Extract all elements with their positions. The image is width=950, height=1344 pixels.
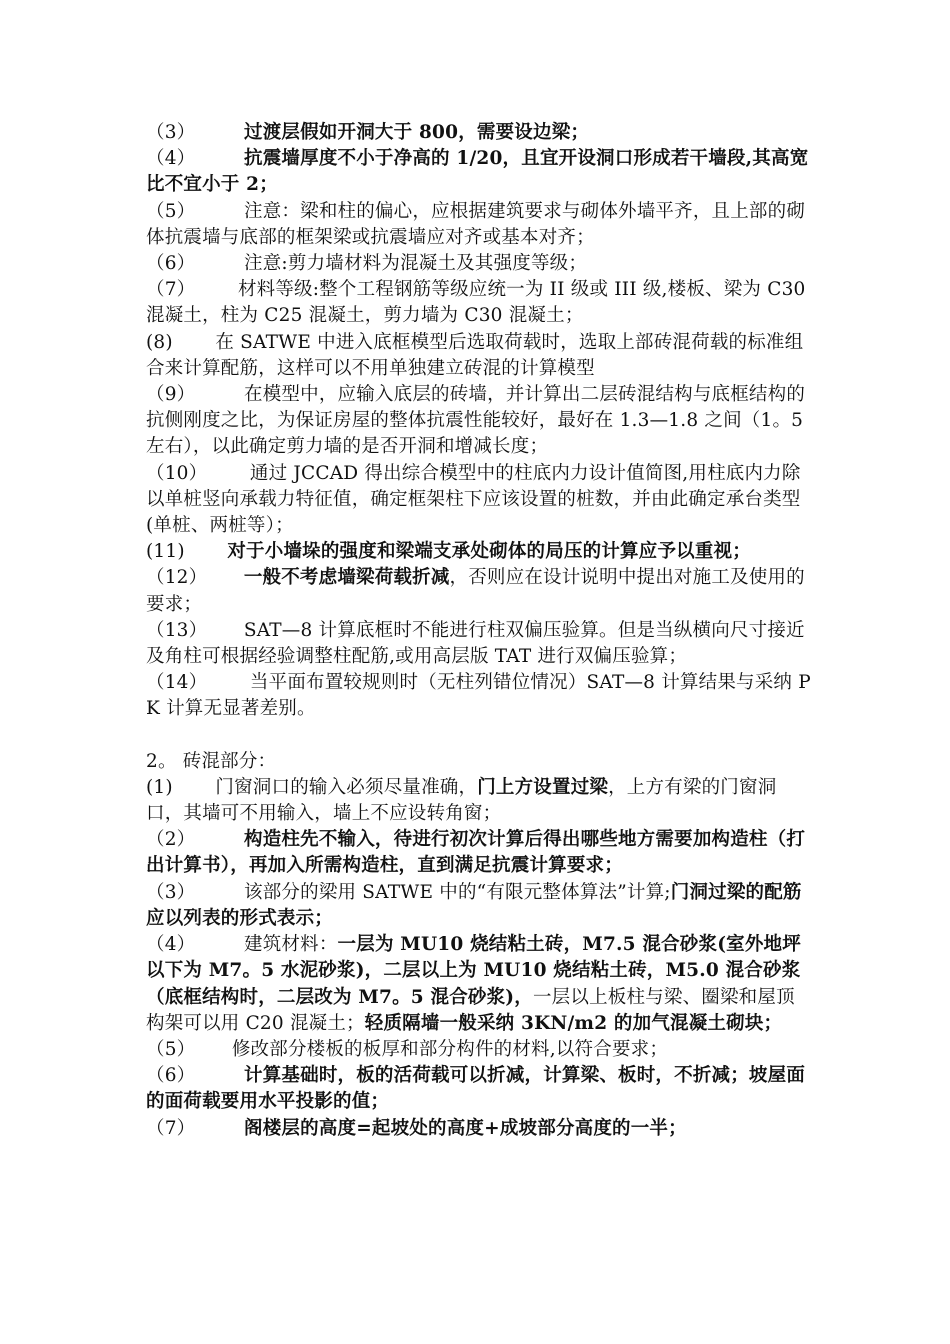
item-text-bold: 门洞过梁的配筋应以列表的形式表示； [146,881,802,929]
item-text-bold: 对于小墙垛的强度和梁端支承处砌体的局压的计算应予以重视； [227,541,751,563]
item-indent [195,148,244,169]
item-number: （14） [146,672,208,694]
item-number: （5） [146,1038,196,1060]
item-number: （3） [146,881,196,903]
section-heading-masonry: 2。 砖混部分： [146,750,277,772]
item-indent [185,541,228,562]
item-indent [173,777,216,798]
item-number: (11) [146,541,185,563]
item-text: SAT—8 计算底框时不能进行柱双偏压验算。但是当纵横向尺寸接近及角柱可根据经验调整柱配筋,或用高层版 TAT 进行双偏压验算； [146,619,805,668]
item-number: （7） [146,279,196,301]
item-text: 在 SATWE 中进入底框模型后选取荷载时，选取上部砖混荷载的标准组合来计算配筋，这样可以不用单独建立砖混的计算模型 [146,331,804,379]
item-number: （13） [146,619,208,641]
item-text-bold: 一层为 MU10 烧结粘土砖，M7.5 混合砂浆(室外地坪以下为 M7。5 水泥砂浆)，二层以上为 MU10 烧结粘土砖，M5.0 混合砂浆（底框结构时，二层改为 M7。5 混合砂浆)， [146,934,801,1008]
item-indent [173,332,216,353]
structure-notes-part2 [146,775,811,1142]
item-number: (1) [146,776,173,798]
item-text-bold: 阁楼层的高度=起坡处的高度+成坡部分高度的一半； [244,1117,687,1139]
item-indent [195,1039,231,1060]
item-indent [207,620,243,641]
item-text: 注意：梁和柱的偏心，应根据建筑要求与砌体外墙平齐，且上部的砌体抗震墙与底部的框架梁或抗震墙应对齐或基本对齐； [146,200,806,248]
item-indent [195,279,238,300]
item-indent [207,672,250,693]
list-item [146,1037,811,1063]
item-text-bold: 构造柱先不输入，待进行初次计算后得出哪些地方需要加构造柱（打出计算书），再加入所需构造柱，直到满足抗震计算要求； [146,829,806,877]
list-item [146,461,811,540]
item-indent [195,1065,244,1086]
item-indent [195,122,244,143]
item-text: 一层以上板柱与梁、圈梁和屋顶构架可以用 C20 混凝土； [146,986,795,1034]
item-text: 门窗洞口的输入必须尽量准确， [215,776,478,798]
item-number: （6） [146,253,196,275]
item-indent [195,1118,244,1139]
item-number: （3） [146,122,196,143]
list-item [146,827,811,879]
item-text-bold: 抗震墙厚度不小于净高的 1/20，且宜开设洞口形成若干墙段,其高宽比不宜小于 2； [146,148,809,196]
list-item [146,146,811,198]
list-item [146,199,811,251]
item-text-bold: 过渡层假如开洞大于 800，需要设边梁； [244,122,590,143]
list-item [146,382,811,461]
paragraph-spacer [146,723,811,749]
item-text: 该部分的梁用 SATWE 中的“有限元整体算法”计算; [244,881,671,903]
list-item [146,670,811,722]
document-page [146,120,811,1142]
item-text: 材料等级:整个工程钢筋等级应统一为 II 级或 III 级,楼板、梁为 C30 混凝土，柱为 C25 混凝土，剪力墙为 C30 混凝土； [146,279,806,327]
item-number: （12） [146,567,208,589]
list-item [146,565,811,617]
list-item [146,1116,811,1142]
item-text: 当平面布置较规则时（无柱列错位情况）SAT—8 计算结果与采纳 PK 计算无显著差别。 [146,672,811,720]
item-number: (8) [146,331,173,353]
list-item [146,120,811,146]
item-text: 修改部分楼板的板厚和部分构件的材料,以符合要求； [231,1038,669,1060]
item-number: （7） [146,1117,196,1139]
item-number: （4） [146,148,196,170]
item-indent [195,253,244,274]
item-number: （5） [146,200,196,222]
item-indent [207,567,243,588]
item-indent [195,882,244,903]
list-item [146,618,811,670]
item-text-bold: 一般不考虑墙梁荷载折减 [243,567,450,589]
item-text-bold: 轻质隔墙一般采纳 3KN/m2 的加气混凝土砌块； [364,1012,783,1034]
list-item [146,880,811,932]
list-item [146,539,811,565]
list-item [146,775,811,827]
structure-notes-part1 [146,120,811,723]
item-text: 注意:剪力墙材料为混凝土及其强度等级； [244,253,588,275]
item-number: （4） [146,934,196,956]
item-indent [207,463,250,484]
list-item [146,932,811,1037]
item-number: （9） [146,384,196,406]
item-text: 建筑材料： [244,934,338,956]
item-text: 在模型中，应输入底层的砖墙，并计算出二层砖混结构与底框结构的抗侧刚度之比，为保证房屋的整体抗震性能较好，最好在 1.3—1.8 之间（1。5 左右），以此确定剪力墙的是否开洞和增减长度； [146,384,806,458]
item-text-bold: 计算基础时，板的活荷载可以折减，计算梁、板时，不折减；坡屋面的面荷载要用水平投影的值； [146,1065,806,1113]
item-indent [195,384,244,405]
item-text: ，上方有梁的门窗洞口，其墙可不用输入，墙上不应设转角窗； [146,776,777,825]
item-number: （6） [146,1065,196,1087]
item-text: ，否则应在设计说明中提出对施工及使用的要求； [146,567,805,615]
list-item [146,1063,811,1115]
list-item [146,277,811,329]
item-indent [195,829,244,850]
item-number: （10） [146,462,208,484]
list-item [146,330,811,382]
item-number: （2） [146,829,196,851]
item-indent [195,934,244,955]
item-indent [195,201,244,222]
item-text: 通过 JCCAD 得出综合模型中的柱底内力设计值简图,用柱底内力除以单桩竖向承载力特征值，确定框架柱下应该设置的桩数，并由此确定承台类型(单桩、两桩等）； [146,462,801,537]
list-item [146,251,811,277]
item-text-bold: 门上方设置过梁 [477,776,609,798]
